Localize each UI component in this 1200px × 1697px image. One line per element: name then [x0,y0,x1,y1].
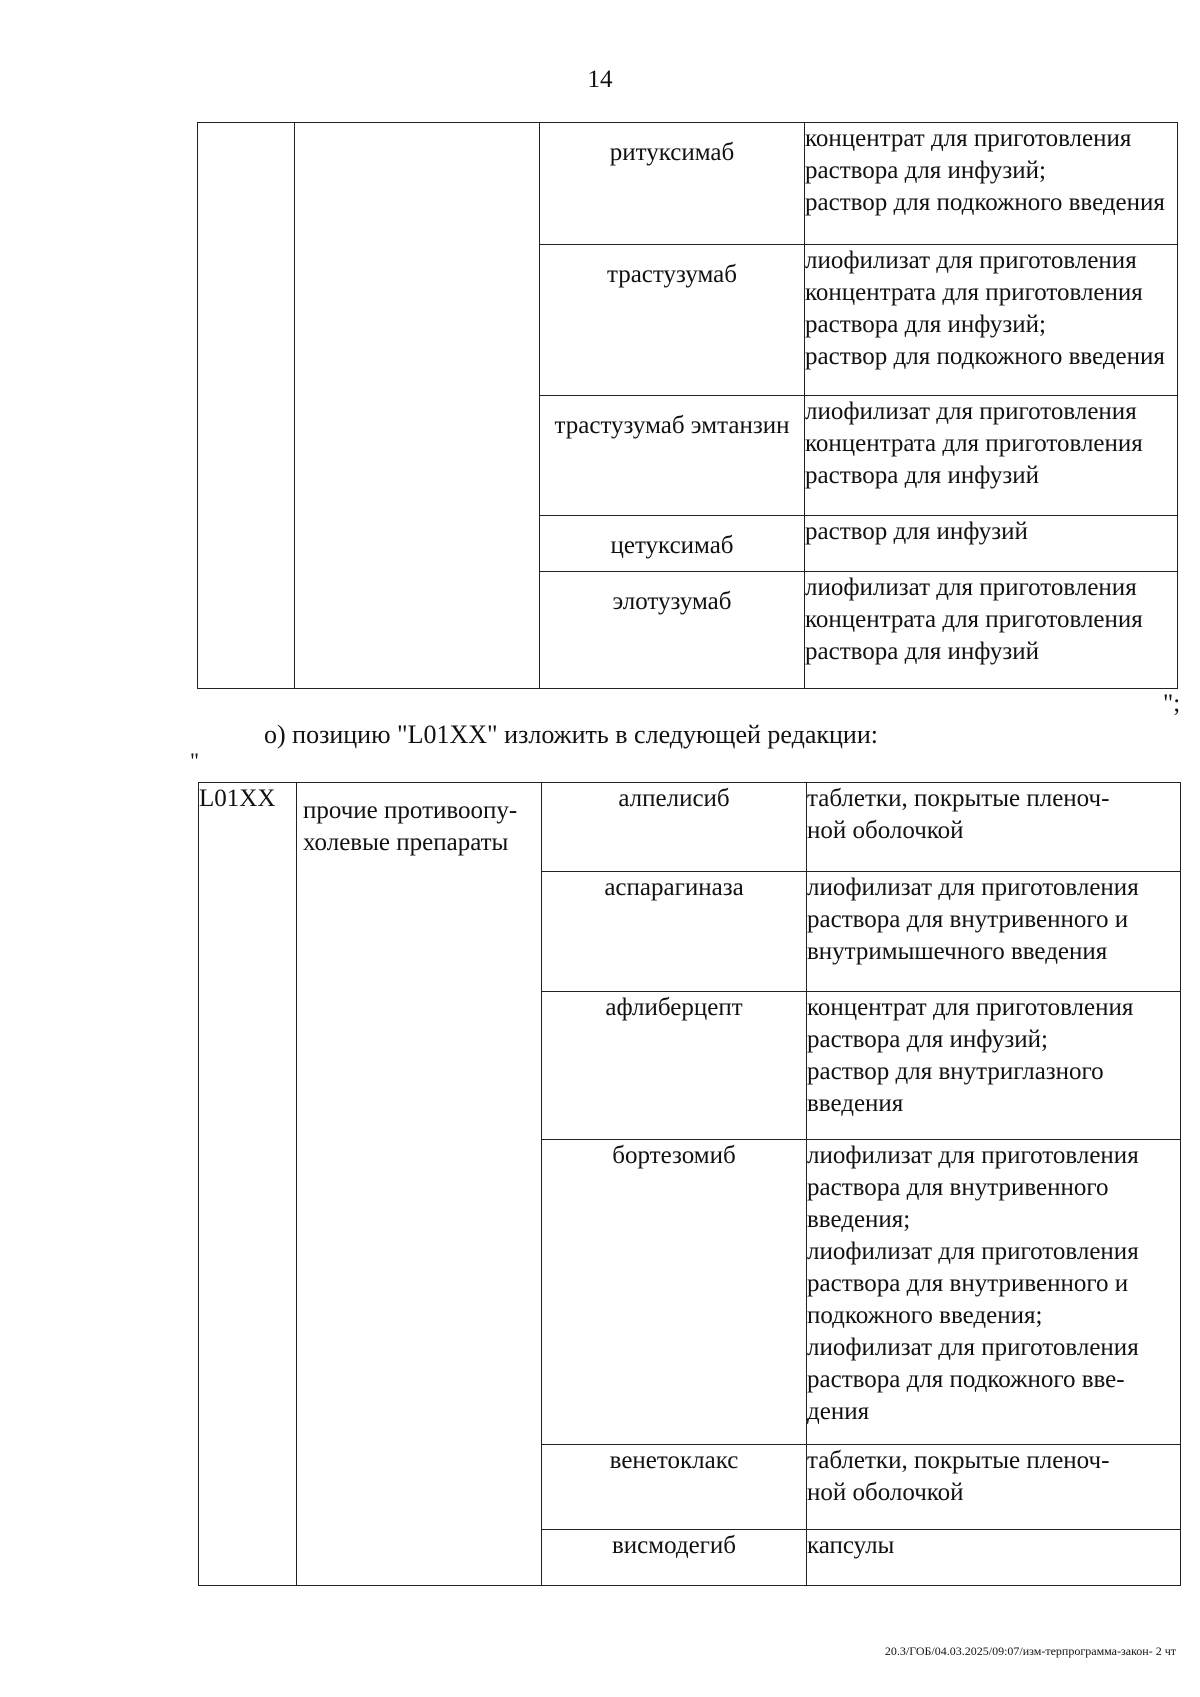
dosage-form-cell: концентрат для приготовления раствора для инфузий; раствор для подкожного введения [805,123,1178,245]
atc-code-cell: L01XX [199,783,297,1586]
inn-cell: аспарагиназа [542,872,807,992]
document-footer-id: 20.3/ГОБ/04.03.2025/09:07/изм-терпрограмма-закон- 2 чт [884,1644,1176,1658]
dosage-form-cell: лиофилизат для приготовления раствора для внутривенного введения; лиофилизат для приготовления раствора для внутривенного и подкожного введения; лиофилизат для приготовления раствора для подкожного вве- дения [807,1140,1181,1445]
dosage-form-cell: таблетки, покрытые пленоч- ной оболочкой [807,1445,1181,1530]
code-cell [198,123,295,689]
drug-table-continued [197,122,1178,689]
dosage-form-cell: лиофилизат для приготовления раствора для внутривенного и внутримышечного введения [807,872,1181,992]
inn-cell: цетуксимаб [540,516,805,572]
inn-cell: ритуксимаб [540,123,805,245]
dosage-form-cell: лиофилизат для приготовления концентрата для приготовления раствора для инфузий [805,396,1178,516]
closing-quote: "; [1163,690,1181,717]
inn-cell: висмодегиб [542,1530,807,1586]
dosage-form-cell: капсулы [807,1530,1181,1586]
atc-group-cell: прочие противоопу- холевые препараты [297,783,542,1586]
table-row [199,783,1181,872]
dosage-form-cell: концентрат для приготовления раствора для инфузий; раствор для внутриглазного введения [807,992,1181,1140]
table-row [198,123,1178,245]
inn-cell: трастузумаб эмтанзин [540,396,805,516]
group-cell [295,123,540,689]
dosage-form-cell: таблетки, покрытые пленоч- ной оболочкой [807,783,1181,872]
dosage-form-cell: раствор для инфузий [805,516,1178,572]
inn-cell: афлиберцепт [542,992,807,1140]
dosage-form-cell: лиофилизат для приготовления концентрата для приготовления раствора для инфузий; раствор для подкожного введения [805,245,1178,396]
inn-cell: элотузумаб [540,572,805,689]
page-number: 14 [587,66,613,93]
inn-cell: трастузумаб [540,245,805,396]
dosage-form-cell: лиофилизат для приготовления концентрата для приготовления раствора для инфузий [805,572,1178,689]
amendment-instruction: о) позицию "L01XX" изложить в следующей редакции: [264,720,878,749]
drug-table-l01xx [198,782,1181,1586]
inn-cell: алпелисиб [542,783,807,872]
opening-quote: " [190,748,199,773]
inn-cell: венетоклакс [542,1445,807,1530]
inn-cell: бортезомиб [542,1140,807,1445]
